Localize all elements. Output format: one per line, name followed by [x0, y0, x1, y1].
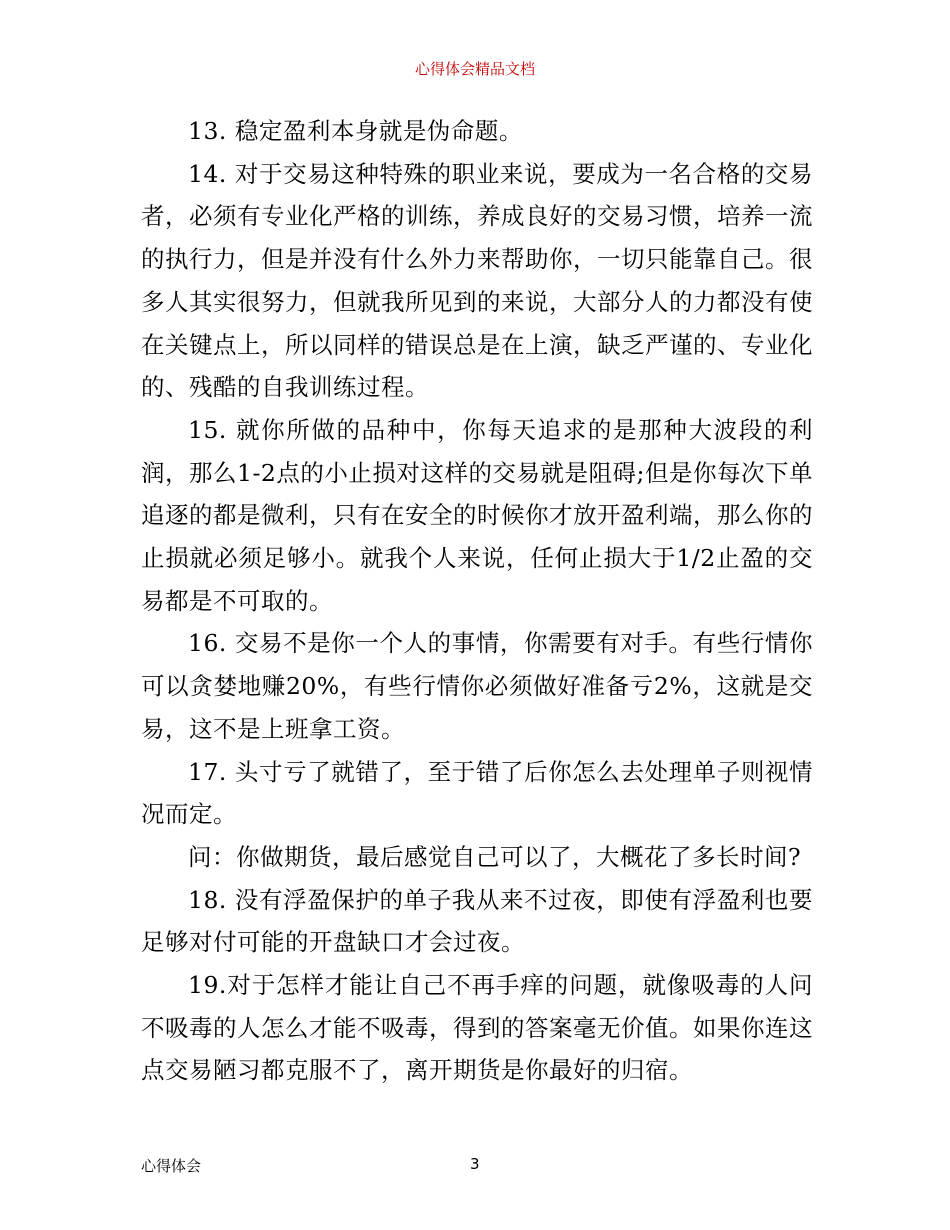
paragraph-14: 14. 对于交易这种特殊的职业来说，要成为一名合格的交易者，必须有专业化严格的训练，养成良好的交易习惯，培养一流的执行力，但是并没有什么外力来帮助你，一切只能靠自己。很多人其实很努力，但就我所见到的来说，大部分人的力都没有使在关键点上，所以同样的错误总是在上演，缺乏严谨的、专业化的、残酷的自我训练过程。 [141, 159, 813, 402]
paragraph-18: 18. 没有浮盈保护的单子我从来不过夜，即使有浮盈利也要足够对付可能的开盘缺口才会过夜。 [141, 885, 813, 957]
page-header-title: 心得体会精品文档 [414, 60, 535, 78]
paragraph-question: 问：你做期货，最后感觉自己可以了，大概花了多长时间? [188, 842, 802, 871]
paragraph-16: 16. 交易不是你一个人的事情，你需要有对手。有些行情你可以贪婪地赚20%，有些行情你必须做好准备亏2%，这就是交易，这不是上班拿工资。 [141, 629, 813, 743]
footer-label: 心得体会 [141, 1157, 202, 1175]
paragraph-15: 15. 就你所做的品种中，你每天追求的是那种大波段的利润，那么1-2点的小止损对这样的交易就是阻碍;但是你每次下单追逐的都是微利，只有在安全的时候你才放开盈利端，那么你的止损就必须足够小。就我个人来说，任何止损大于1/2止盈的交易都是不可取的。 [141, 415, 813, 615]
paragraph-19: 19.对于怎样才能让自己不再手痒的问题，就像吸毒的人问不吸毒的人怎么才能不吸毒，得到的答案毫无价值。如果你连这点交易陋习都克服不了，离开期货是你最好的归宿。 [141, 971, 813, 1085]
paragraph-17: 17. 头寸亏了就错了，至于错了后你怎么去处理单子则视情况而定。 [141, 757, 813, 829]
page-number: 3 [470, 1155, 480, 1173]
document-body [141, 110, 813, 1092]
paragraph-13: 13. 稳定盈利本身就是伪命题。 [188, 117, 523, 145]
